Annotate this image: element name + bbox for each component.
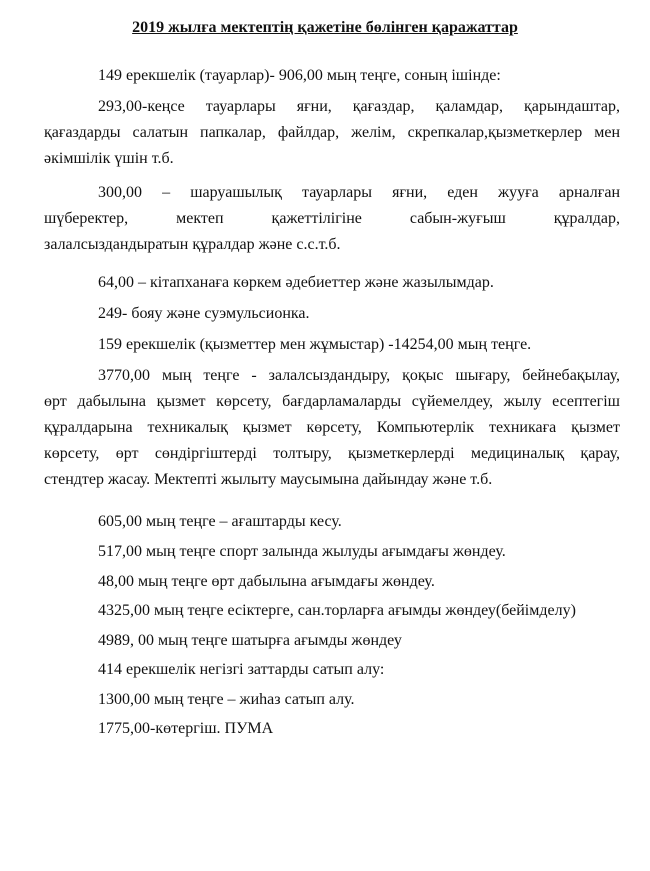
paragraph-item-1775 (44, 716, 620, 742)
paragraph-line: көрсету, өрт сөндіргіштерді толтыру, қызметкерлерді медициналық қарау, (44, 445, 620, 462)
paragraph-line: 605,00 мың теңге – ағаштарды кесу. (98, 513, 342, 530)
paragraph-line: 149 ерекшелік (тауарлар)- 906,00 мың теңге, соның ішінде: (98, 67, 501, 84)
paragraph-line: қағаздарды салатын папкалар, файлдар, желім, скрепкалар,қызметкерлер мен (44, 124, 620, 141)
paragraph-line: 4989, 00 мың теңге шатырға ағымды жөндеу (98, 632, 402, 649)
paragraph-line: 159 ерекшелік (қызметтер мен жұмыстар) -14254,00 мың теңге. (98, 336, 532, 353)
document-title: 2019 жылға мектептің қажетіне бөлінген қаражаттар (132, 19, 518, 36)
paragraph-item-293 (44, 94, 620, 172)
paragraph-item-4989 (44, 628, 620, 654)
paragraph-line: 517,00 мың теңге спорт залында жылуды ағымдағы жөндеу. (98, 543, 506, 560)
paragraph-item-1300 (44, 687, 620, 713)
paragraph-line: 1300,00 мың теңге – жиһаз сатып алу. (98, 691, 355, 708)
paragraph-line: 4325,00 мың теңге есіктерге, сан.торларға ағымды жөндеу(бейімделу) (98, 602, 576, 619)
paragraph-line: 3770,00 мың теңге - залалсыздандыру, қоқыс шығару, бейнебақылау, (98, 367, 620, 384)
paragraph-line: залалсыздандыратын құралдар және с.с.т.б. (44, 236, 341, 253)
paragraph-item-64 (44, 270, 620, 296)
paragraph-line: 249- бояу және суэмульсионка. (98, 305, 310, 322)
paragraph-line: 48,00 мың теңге өрт дабылына ағымдағы жөндеу. (98, 573, 435, 590)
paragraph-item-249 (44, 301, 620, 327)
paragraph-item-517 (44, 539, 620, 565)
paragraph-line: өрт дабылына қызмет көрсету, бағдарламаларды сүйемелдеу, жылу есептегіш (44, 393, 620, 410)
paragraph-line: әкімшілік үшін т.б. (44, 150, 174, 167)
paragraph-line: стендтер жасау. Мектепті жылыту маусымына дайындау және т.б. (44, 471, 493, 488)
paragraph-item-159 (44, 332, 620, 358)
paragraph-line: 414 ерекшелік негізгі заттарды сатып алу: (98, 661, 385, 678)
paragraph-line: 64,00 – кітапханаға көркем әдебиеттер және жазылымдар. (98, 274, 494, 291)
paragraph-item-4325 (44, 598, 620, 624)
paragraph-item-605 (44, 509, 620, 535)
paragraph-item-414 (44, 657, 620, 683)
paragraph-line: 300,00 – шаруашылық тауарлары яғни, еден жууға арналған (98, 184, 620, 201)
paragraph-line: 1775,00-көтергіш. ПУМА (98, 720, 274, 737)
paragraph-line: 293,00-кеңсе тауарлары яғни, қағаздар, қаламдар, қарындаштар, (98, 98, 620, 115)
paragraph-item-149 (44, 63, 620, 89)
paragraph-item-3770 (44, 363, 620, 493)
paragraph-item-300 (44, 180, 620, 258)
paragraph-line: құралдарына техникалық қызмет көрсету, Компьютерлік техникаға қызмет (44, 419, 620, 436)
paragraph-line: шүберектер, мектеп қажеттілігіне сабын-жуғыш құралдар, (44, 210, 620, 227)
paragraph-item-48 (44, 569, 620, 595)
